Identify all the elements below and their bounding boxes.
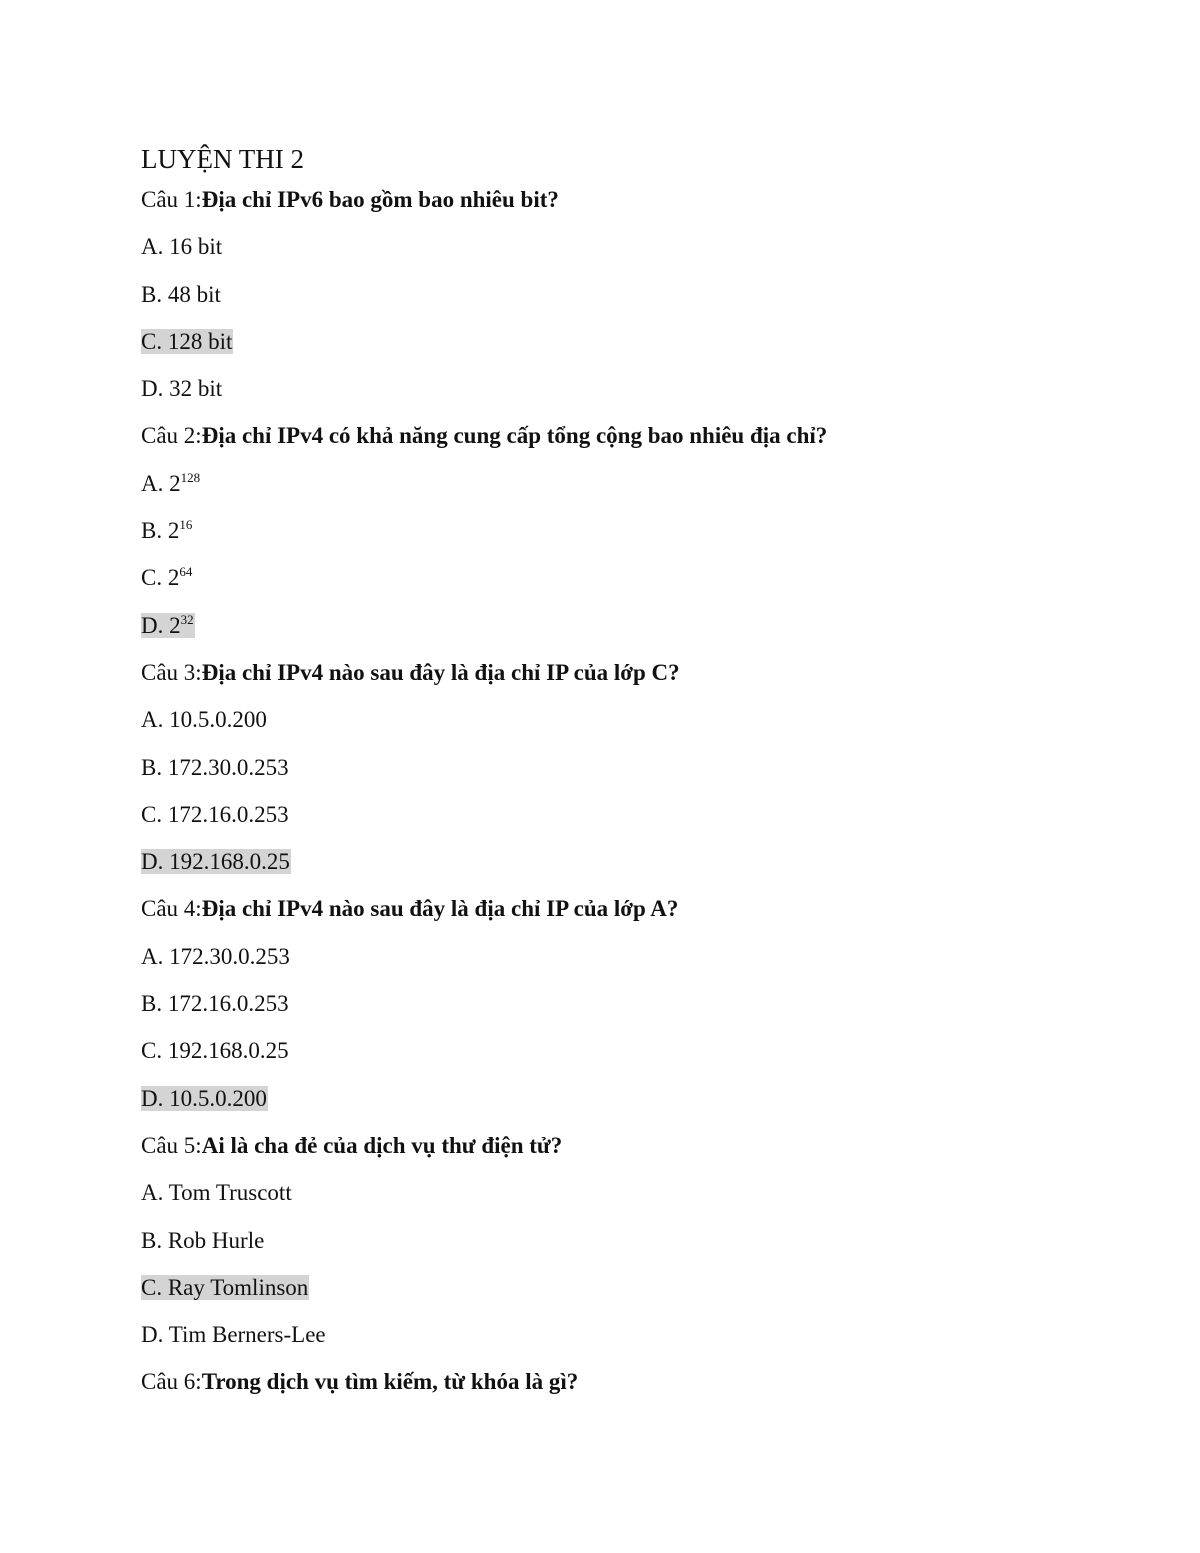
- option-letter: D.: [141, 1085, 170, 1111]
- option-letter: C.: [141, 801, 168, 827]
- question-list: [141, 185, 1121, 1415]
- option-letter: B.: [141, 518, 168, 544]
- answer-content: [141, 518, 192, 543]
- option-text: 2: [169, 612, 181, 638]
- option-letter: A.: [141, 234, 170, 260]
- option-text: 192.168.0.25: [169, 849, 290, 875]
- question-label: Câu 2:: [141, 423, 202, 449]
- option-exponent: 16: [179, 517, 193, 533]
- option-text: 192.168.0.25: [167, 1038, 289, 1064]
- question-1: [141, 185, 1121, 232]
- answer-content: [141, 755, 289, 780]
- option-letter: D.: [141, 849, 170, 875]
- option-letter: D.: [141, 1322, 169, 1348]
- answer-option: [141, 753, 1121, 800]
- answer-option: [141, 1178, 1121, 1225]
- answer-content: [141, 1228, 264, 1253]
- answer-option: [141, 1273, 1121, 1320]
- highlighted-answer: [141, 1086, 268, 1111]
- option-text: 172.16.0.253: [167, 801, 289, 827]
- answer-option: [141, 611, 1121, 658]
- answer-option: [141, 374, 1121, 421]
- option-text: 48 bit: [167, 281, 221, 307]
- answer-content: [141, 376, 222, 401]
- question-label: Câu 6:: [141, 1369, 202, 1395]
- question-text: Địa chỉ IPv4 nào sau đây là địa chỉ IP của lớp C?: [201, 659, 680, 685]
- option-text: 172.30.0.253: [169, 943, 290, 969]
- option-letter: B.: [141, 754, 168, 780]
- option-letter: A.: [141, 707, 170, 733]
- answer-content: [141, 1180, 292, 1205]
- option-letter: C.: [141, 565, 168, 591]
- option-text: Tom Truscott: [168, 1180, 292, 1206]
- answer-option: [141, 327, 1121, 374]
- option-letter: C.: [141, 328, 168, 354]
- answer-content: [141, 944, 290, 969]
- answer-content: [141, 802, 289, 827]
- answer-option: [141, 1226, 1121, 1273]
- answer-content: [141, 707, 267, 732]
- answer-option: [141, 563, 1121, 610]
- document-title: LUYỆN THI 2: [141, 144, 304, 174]
- highlighted-answer: [141, 329, 233, 354]
- answer-option: [141, 705, 1121, 752]
- answer-content: [141, 1322, 326, 1347]
- question-label: Câu 4:: [141, 896, 202, 922]
- answer-option: [141, 516, 1121, 563]
- question-6: [141, 1367, 1121, 1414]
- option-text: Ray Tomlinson: [167, 1274, 309, 1300]
- question-4: [141, 894, 1121, 941]
- answer-option: [141, 847, 1121, 894]
- answer-option: [141, 942, 1121, 989]
- question-text: Trong dịch vụ tìm kiếm, từ khóa là gì?: [201, 1369, 579, 1395]
- answer-option: [141, 232, 1121, 279]
- option-letter: B.: [141, 991, 168, 1017]
- question-text: Địa chỉ IPv4 nào sau đây là địa chỉ IP của lớp A?: [201, 896, 679, 922]
- answer-option: [141, 280, 1121, 327]
- option-letter: A.: [141, 943, 170, 969]
- answer-content: [141, 234, 222, 259]
- question-3: [141, 658, 1121, 705]
- answer-option: [141, 1036, 1121, 1083]
- option-text: 128 bit: [167, 328, 233, 354]
- option-text: 172.16.0.253: [167, 991, 289, 1017]
- option-text: 2: [167, 518, 180, 544]
- answer-option: [141, 1320, 1121, 1367]
- option-exponent: 64: [179, 564, 193, 580]
- option-text: 10.5.0.200: [169, 707, 267, 733]
- question-2: [141, 421, 1121, 468]
- option-letter: C.: [141, 1274, 168, 1300]
- answer-content: [141, 565, 192, 590]
- option-letter: B.: [141, 281, 168, 307]
- option-text: 2: [169, 470, 181, 496]
- option-text: 32 bit: [169, 376, 223, 402]
- answer-content: [141, 471, 200, 496]
- option-exponent: 128: [180, 469, 201, 485]
- document-page: [141, 138, 1121, 1415]
- question-text: Địa chỉ IPv4 có khả năng cung cấp tổng cộng bao nhiêu địa chỉ?: [201, 423, 828, 449]
- option-letter: A.: [141, 1180, 169, 1206]
- option-text: 172.30.0.253: [167, 754, 289, 780]
- highlighted-answer: [141, 1275, 309, 1300]
- option-exponent: 32: [180, 611, 194, 627]
- answer-content: [141, 1038, 289, 1063]
- answer-option: [141, 800, 1121, 847]
- option-letter: C.: [141, 1038, 168, 1064]
- question-label: Câu 5:: [141, 1132, 202, 1158]
- option-letter: D.: [141, 376, 170, 402]
- highlighted-answer: [141, 849, 291, 874]
- option-letter: A.: [141, 470, 170, 496]
- answer-content: [141, 282, 221, 307]
- option-letter: D.: [141, 612, 170, 638]
- question-label: Câu 1:: [141, 187, 202, 212]
- highlighted-answer: [141, 613, 195, 638]
- option-text: Rob Hurle: [167, 1227, 265, 1253]
- question-text: Địa chỉ IPv6 bao gồm bao nhiêu bit?: [201, 187, 559, 212]
- answer-option: [141, 989, 1121, 1036]
- option-text: 10.5.0.200: [169, 1085, 267, 1111]
- option-text: Tim Berners-Lee: [168, 1322, 326, 1348]
- option-text: 16 bit: [169, 234, 223, 260]
- answer-option: [141, 469, 1121, 516]
- question-5: [141, 1131, 1121, 1178]
- option-text: 2: [167, 565, 180, 591]
- option-letter: B.: [141, 1227, 168, 1253]
- question-text: Ai là cha đẻ của dịch vụ thư điện tử?: [201, 1132, 563, 1158]
- answer-option: [141, 1084, 1121, 1131]
- question-label: Câu 3:: [141, 659, 202, 685]
- answer-content: [141, 991, 289, 1016]
